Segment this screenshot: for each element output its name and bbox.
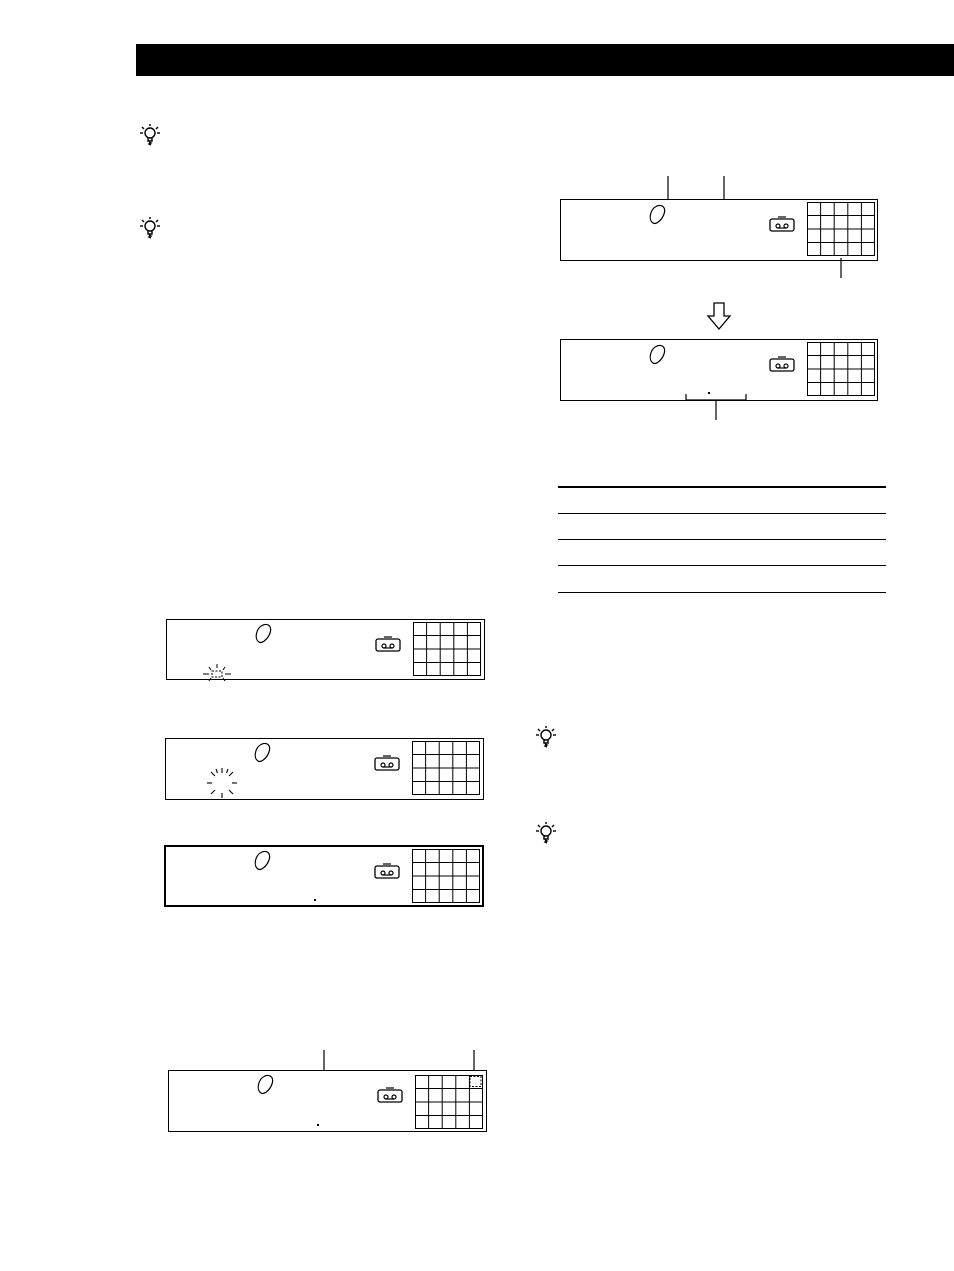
lcd-display xyxy=(165,738,484,800)
cassette-icon xyxy=(769,216,795,232)
table-row-rule xyxy=(558,565,886,566)
time-bracket-leader xyxy=(684,394,748,420)
track-grid xyxy=(413,622,481,676)
time-decimal-dot xyxy=(314,899,316,901)
flashing-indicator-icon xyxy=(206,767,238,799)
track-grid xyxy=(412,741,480,795)
table-top-rule xyxy=(558,486,886,488)
lcd-display xyxy=(166,619,485,680)
disc-icon xyxy=(255,1073,277,1097)
grid-leader-line xyxy=(836,258,846,280)
lcd-display xyxy=(560,339,878,401)
track-grid xyxy=(807,202,875,256)
table-row-rule xyxy=(558,539,886,540)
cassette-icon xyxy=(375,636,401,652)
track-grid xyxy=(807,342,875,396)
disc-icon xyxy=(252,849,274,873)
flashing-indicator-icon xyxy=(203,664,231,684)
lcd-display xyxy=(560,199,878,261)
disc-icon xyxy=(253,622,275,646)
table-bottom-rule xyxy=(558,592,886,593)
arrow-down-icon xyxy=(706,302,732,330)
lcd-display xyxy=(168,1070,487,1132)
disc-icon xyxy=(647,203,669,227)
disc-icon xyxy=(647,343,669,367)
cassette-icon xyxy=(374,863,400,879)
disc-icon xyxy=(252,741,274,765)
lcd-display xyxy=(164,845,484,907)
cassette-icon xyxy=(377,1087,403,1103)
lightbulb-tip-icon xyxy=(534,820,556,846)
lightbulb-tip-icon xyxy=(138,122,160,148)
cassette-icon xyxy=(374,755,400,771)
track-grid xyxy=(415,1075,483,1129)
lightbulb-tip-icon xyxy=(138,215,160,241)
cassette-icon xyxy=(769,356,795,372)
table-row-rule xyxy=(558,513,886,514)
page-header-bar xyxy=(136,44,954,76)
lightbulb-tip-icon xyxy=(534,724,556,750)
time-decimal-dot xyxy=(317,1124,319,1126)
track-grid xyxy=(412,849,480,903)
